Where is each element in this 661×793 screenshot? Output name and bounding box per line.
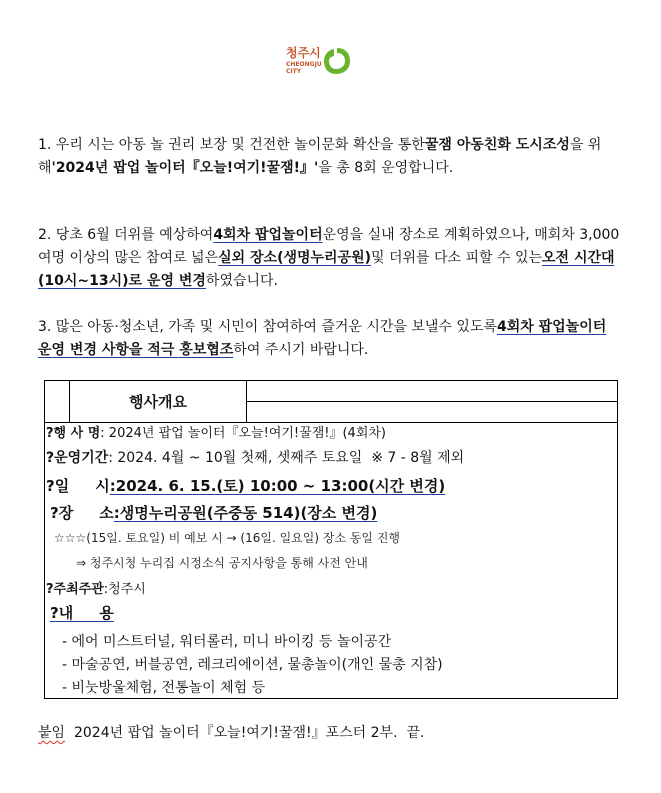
para1-suffix: 을 총 8회 운영합니다. [318, 160, 454, 176]
para1-bold2: '2024년 팝업 놀이터『오늘!여기!꿀잼!』' [51, 160, 319, 176]
content-item-3 [62, 677, 265, 697]
header-cell-right-top [247, 381, 618, 402]
para1-prefix: 1. 우리 시는 아동 놀 권리 보장 및 건전한 놀이문화 확산을 통한 [38, 137, 425, 153]
paragraph-2 [38, 224, 623, 293]
content-label: ?내 용 [50, 604, 114, 622]
paragraph-3 [38, 316, 623, 362]
logo-leaf-icon [322, 46, 352, 76]
period-value: : 2024. 4월 ~ 10월 첫째, 셋째주 토요일 [108, 450, 363, 466]
para2-mid2: 및 더위를 다소 피할 수 있는 [371, 250, 543, 266]
para1-bold1: 꿀잼 아동친화 도시조성 [424, 137, 570, 153]
overview-header-table [44, 380, 618, 423]
rain-note-row [54, 529, 400, 546]
date-row [46, 475, 445, 496]
paragraph-1 [38, 134, 623, 180]
content-item-2 [62, 654, 443, 674]
content-item-1-text: - 에어 미스트터널, 워터롤러, 미니 바이킹 등 놀이공간 [62, 634, 392, 650]
content-row [50, 602, 114, 623]
header-cell-left [45, 381, 70, 423]
para2-mid1: 운영을 실내 장소로 계획하였으나, 매회차 3,000여명 이상의 많은 참여로 넓은 [38, 227, 620, 266]
logo-name-en-2: CITY [286, 68, 302, 75]
attachment-text: 2024년 팝업 놀이터『오늘!여기!꿀잼!』포스터 2부. [73, 725, 398, 741]
para1-mid: 을 위해 [38, 137, 602, 176]
city-logo [286, 44, 356, 82]
overview-title: 행사개요 [70, 381, 247, 423]
place-value: :생명누리공원(주중동 514)(장소 변경) [113, 504, 378, 522]
para3-suffix: 하여 주시기 바랍니다. [233, 342, 369, 358]
para2-suffix: 하였습니다. [205, 273, 278, 289]
period-label: ?운영기간 [46, 450, 109, 466]
para2-prefix: 2. 당초 6월 더위를 예상하여 [38, 227, 214, 243]
event-name-label: ?행 사 명 [46, 426, 101, 441]
period-row [46, 447, 464, 467]
content-item-3-text: - 비눗방울체험, 전통놀이 체험 등 [62, 680, 266, 696]
notice-text: ⇒ 청주시청 누리집 시정소식 공지사항을 통해 사전 안내 [76, 556, 368, 570]
place-row [50, 502, 377, 523]
logo-name-ko: 청주시 [286, 46, 321, 60]
content-item-2-text: - 마술공연, 버블공연, 레크리에이션, 물총놀이(개인 물총 지참) [62, 657, 443, 673]
rain-note: ☆☆☆(15일. 토요일) 비 예보 시 → (16일. 일요일) 장소 동일 진행 [54, 531, 401, 545]
para2-bold2: 실외 장소(생명누리공원) [218, 250, 372, 266]
host-label: ?주최주관 [46, 582, 104, 597]
para3-bold1: 4회차 팝업놀이터 운영 변경 사항을 적극 홍보협조 [38, 319, 607, 358]
date-label: ?일 시 [46, 477, 110, 495]
para2-bold1: 4회차 팝업놀이터 [213, 227, 323, 243]
logo-name-en-1: CHEONGJU [286, 61, 322, 68]
host-value: :청주시 [103, 582, 146, 597]
attachment-line [38, 722, 623, 745]
period-note: ※ 7 - 8월 제외 [371, 450, 465, 466]
content-item-1 [62, 631, 391, 651]
date-value: :2024. 6. 15.(토) 10:00 ~ 13:00(시간 변경) [109, 477, 446, 495]
host-row [46, 578, 146, 597]
attachment-label: 붙임 [38, 725, 66, 741]
notice-row [76, 554, 368, 571]
event-name-row [46, 422, 386, 441]
attachment-end: 끝. [406, 725, 425, 741]
para3-prefix: 3. 많은 아동·청소년, 가족 및 시민이 참여하여 즐거운 시간을 보낼수 있도록 [38, 319, 497, 335]
event-name-value: : 2024년 팝업 놀이터『오늘!여기!꿀잼!』(4회차) [100, 426, 387, 441]
place-label: ?장 소 [50, 504, 114, 522]
para2-bold3: 오전 시간대(10시~13시)로 운영 변경 [38, 250, 615, 289]
